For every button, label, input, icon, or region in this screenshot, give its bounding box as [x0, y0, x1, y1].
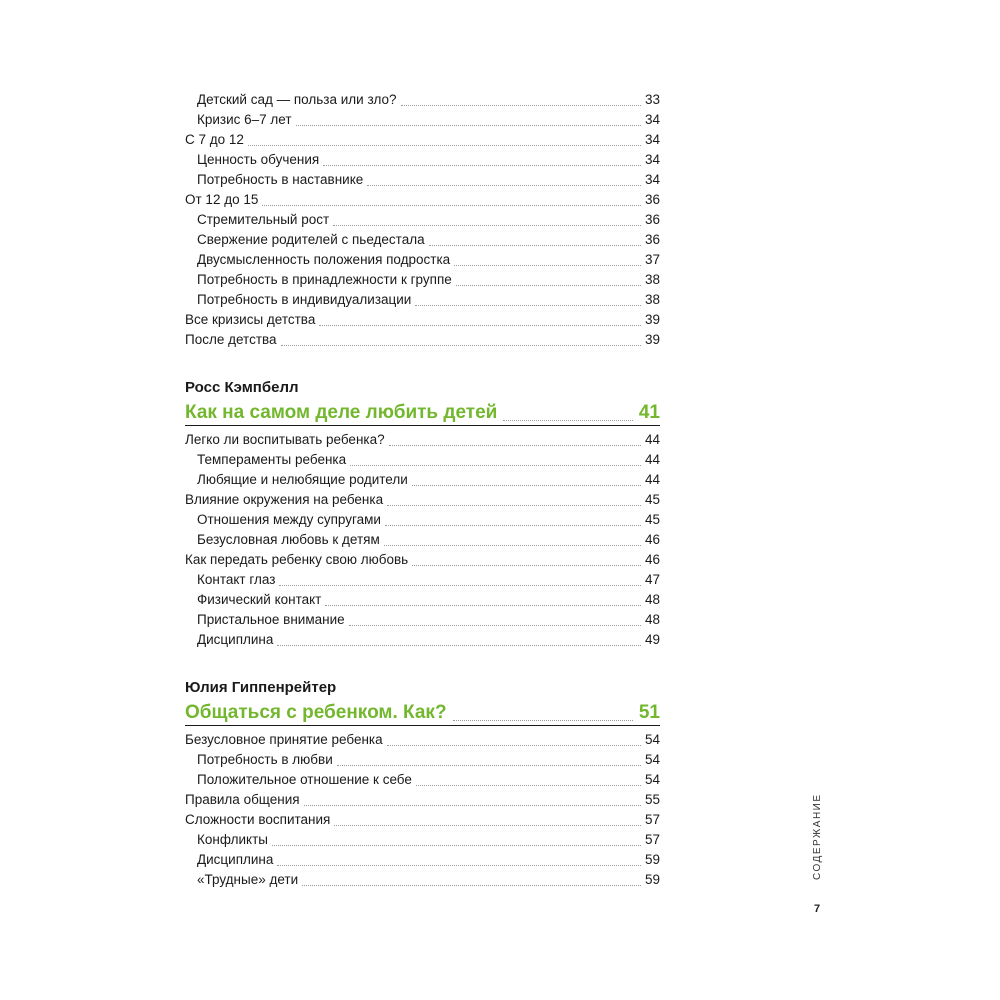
toc-entry-page: 45: [641, 492, 660, 508]
toc-entry-title: С 7 до 12: [185, 132, 248, 148]
author-name: Росс Кэмпбелл: [185, 379, 299, 396]
toc-entry-title: Конфликты: [197, 832, 272, 848]
toc-entry-page: 49: [641, 632, 660, 648]
toc-entry-page: 34: [641, 132, 660, 148]
toc-subentry[interactable]: [185, 168, 660, 188]
dot-leader: [296, 124, 641, 126]
toc-entry-page: 59: [641, 852, 660, 868]
dot-leader: [349, 624, 641, 626]
toc-entry-title: Физический контакт: [197, 592, 325, 608]
dot-leader: [367, 184, 641, 186]
toc-entry-title: От 12 до 15: [185, 192, 262, 208]
toc-entry-page: 39: [641, 332, 660, 348]
toc-subentry[interactable]: [185, 108, 660, 128]
toc-entry-page: 57: [641, 812, 660, 828]
dot-leader: [387, 744, 641, 746]
running-head-contents: СОДЕРЖАНИЕ: [812, 793, 823, 880]
toc-entry-title: После детства: [185, 332, 281, 348]
book-start-page: 41: [638, 402, 660, 423]
toc-entry-title: Положительное отношение к себе: [197, 772, 416, 788]
dot-leader: [337, 764, 641, 766]
toc-subentry[interactable]: [185, 148, 660, 168]
toc-entry-title: Потребность в любви: [197, 752, 337, 768]
toc-subentry[interactable]: [185, 868, 660, 888]
toc-entry-title: Детский сад — польза или зло?: [197, 92, 401, 108]
toc-entry-page: 34: [641, 152, 660, 168]
toc-entry-page: 36: [641, 232, 660, 248]
toc-entry-title: Потребность в наставнике: [197, 172, 367, 188]
toc-entry-page: 36: [641, 192, 660, 208]
toc-entry-title: Потребность в принадлежности к группе: [197, 272, 456, 288]
dot-leader: [416, 784, 641, 786]
toc-entry-title: Кризис 6–7 лет: [197, 112, 296, 128]
toc-entry-page: 47: [641, 572, 660, 588]
toc-subentry[interactable]: [185, 268, 660, 288]
dot-leader: [325, 604, 641, 606]
toc-entry-page: 48: [641, 612, 660, 628]
toc-entry-title: Отношения между супругами: [197, 512, 385, 528]
toc-entry-page: 46: [641, 552, 660, 568]
dot-leader: [389, 444, 641, 446]
toc-subentry[interactable]: [185, 588, 660, 608]
dot-leader: [456, 284, 641, 286]
toc-entry[interactable]: [185, 728, 660, 748]
toc-entry[interactable]: [185, 488, 660, 508]
toc-entry-title: Как передать ребенку свою любовь: [185, 552, 412, 568]
toc-entry[interactable]: [185, 128, 660, 148]
toc-subentry[interactable]: [185, 608, 660, 628]
dot-leader: [415, 304, 641, 306]
book-section: [185, 378, 660, 426]
dot-leader: [304, 804, 641, 806]
toc-entry-page: 44: [641, 472, 660, 488]
toc-entry[interactable]: [185, 308, 660, 328]
toc-entry-title: Безусловная любовь к детям: [197, 532, 384, 548]
toc-subentry[interactable]: [185, 448, 660, 468]
dot-leader: [429, 244, 641, 246]
toc-subentry[interactable]: [185, 468, 660, 488]
toc-subentry[interactable]: [185, 228, 660, 248]
toc-entry-title: Правила общения: [185, 792, 304, 808]
dot-leader: [350, 464, 641, 466]
toc-subentry[interactable]: [185, 848, 660, 868]
dot-leader: [453, 720, 633, 721]
table-of-contents: [185, 88, 660, 888]
toc-entry-page: 57: [641, 832, 660, 848]
toc-entry-page: 44: [641, 432, 660, 448]
dot-leader: [385, 524, 641, 526]
dot-leader: [279, 584, 641, 586]
book-title: Как на самом деле любить детей: [185, 402, 498, 423]
dot-leader: [281, 344, 641, 346]
toc-entry-title: Дисциплина: [197, 632, 277, 648]
toc-entry-title: Потребность в индивидуализации: [197, 292, 415, 308]
page-number: 7: [814, 903, 821, 915]
toc-entry-page: 48: [641, 592, 660, 608]
toc-entry-page: 33: [641, 92, 660, 108]
toc-subentry[interactable]: [185, 248, 660, 268]
toc-subentry[interactable]: [185, 508, 660, 528]
toc-entry-page: 44: [641, 452, 660, 468]
dot-leader: [277, 864, 641, 866]
dot-leader: [334, 824, 641, 826]
toc-entry-page: 34: [641, 172, 660, 188]
toc-entry-title: Двусмысленность положения подростка: [197, 252, 454, 268]
toc-subentry[interactable]: [185, 288, 660, 308]
toc-entry-page: 38: [641, 272, 660, 288]
toc-entry[interactable]: [185, 808, 660, 828]
toc-entry-title: Сложности воспитания: [185, 812, 334, 828]
dot-leader: [277, 644, 641, 646]
toc-entry-page: 39: [641, 312, 660, 328]
dot-leader: [384, 544, 641, 546]
dot-leader: [323, 164, 641, 166]
toc-entry-page: 54: [641, 772, 660, 788]
toc-entry-title: Легко ли воспитывать ребенка?: [185, 432, 389, 448]
toc-entry-page: 46: [641, 532, 660, 548]
toc-entry-page: 54: [641, 752, 660, 768]
dot-leader: [401, 104, 641, 106]
toc-entry-page: 38: [641, 292, 660, 308]
dot-leader: [333, 224, 641, 226]
toc-subentry[interactable]: [185, 628, 660, 648]
toc-entry-title: Дисциплина: [197, 852, 277, 868]
toc-entry-title: Свержение родителей с пьедестала: [197, 232, 429, 248]
toc-entry-title: Влияние окружения на ребенка: [185, 492, 387, 508]
dot-leader: [412, 564, 641, 566]
toc-entry-title: Ценность обучения: [197, 152, 323, 168]
book-start-page: 51: [638, 702, 660, 723]
book-title-row[interactable]: [185, 697, 660, 726]
toc-entry-title: «Трудные» дети: [197, 872, 302, 888]
toc-entry-title: Пристальное внимание: [197, 612, 349, 628]
book-section: [185, 678, 660, 726]
dot-leader: [302, 884, 641, 886]
dot-leader: [248, 144, 641, 146]
toc-subentry[interactable]: [185, 568, 660, 588]
toc-entry-page: 37: [641, 252, 660, 268]
toc-subentry[interactable]: [185, 768, 660, 788]
toc-subentry[interactable]: [185, 748, 660, 768]
toc-entry[interactable]: [185, 328, 660, 348]
toc-entry-page: 54: [641, 732, 660, 748]
toc-subentry[interactable]: [185, 828, 660, 848]
toc-subentry[interactable]: [185, 528, 660, 548]
toc-entry-title: Все кризисы детства: [185, 312, 319, 328]
toc-entry-title: Стремительный рост: [197, 212, 333, 228]
toc-entry[interactable]: [185, 428, 660, 448]
toc-entry-page: 36: [641, 212, 660, 228]
toc-entry[interactable]: [185, 548, 660, 568]
toc-entry-title: Безусловное принятие ребенка: [185, 732, 387, 748]
toc-entry[interactable]: [185, 188, 660, 208]
toc-entry-page: 59: [641, 872, 660, 888]
toc-entry-title: Контакт глаз: [197, 572, 279, 588]
toc-entry-title: Любящие и нелюбящие родители: [197, 472, 412, 488]
dot-leader: [262, 204, 641, 206]
dot-leader: [387, 504, 641, 506]
author-name: Юлия Гиппенрейтер: [185, 679, 337, 696]
toc-entry-page: 34: [641, 112, 660, 128]
toc-entry-page: 45: [641, 512, 660, 528]
dot-leader: [412, 484, 641, 486]
toc-subentry[interactable]: [185, 208, 660, 228]
dot-leader: [454, 264, 641, 266]
dot-leader: [319, 324, 641, 326]
book-title-row[interactable]: [185, 397, 660, 426]
toc-subentry[interactable]: [185, 88, 660, 108]
book-title: Общаться с ребенком. Как?: [185, 702, 447, 723]
toc-entry-title: Темпераменты ребенка: [197, 452, 350, 468]
toc-entry[interactable]: [185, 788, 660, 808]
dot-leader: [272, 844, 641, 846]
toc-entry-page: 55: [641, 792, 660, 808]
dot-leader: [503, 420, 633, 421]
